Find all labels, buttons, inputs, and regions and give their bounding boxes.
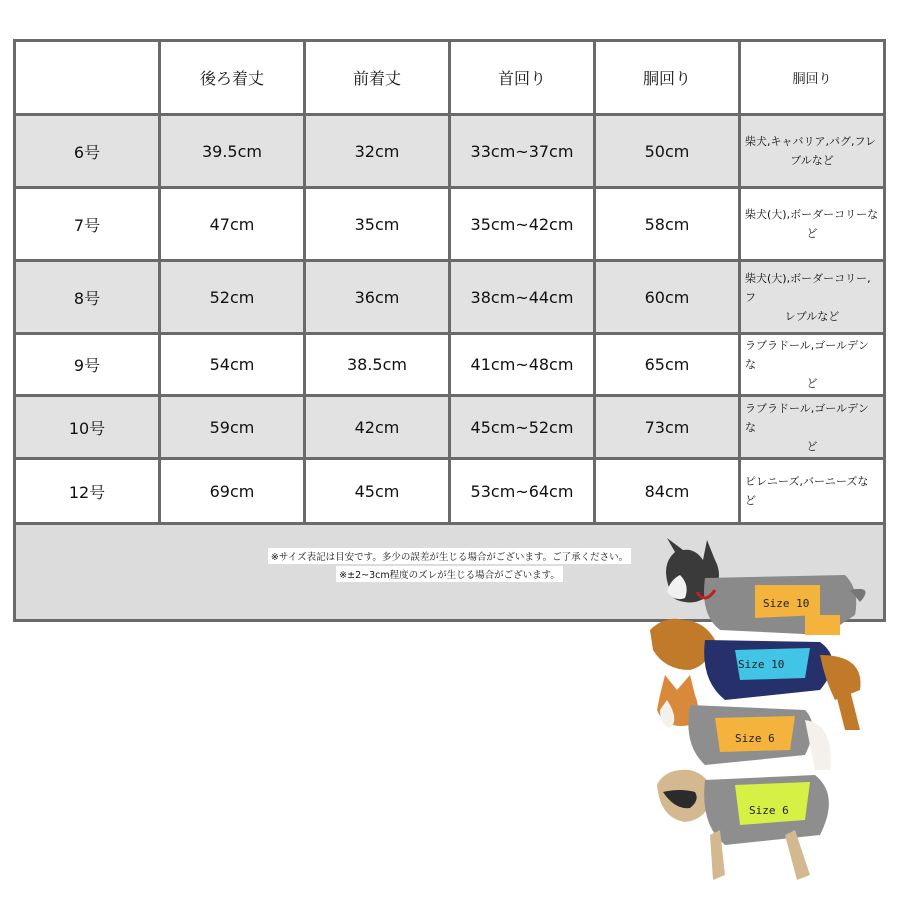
- neck-cell: 38cm~44cm: [451, 262, 593, 332]
- breeds-cell: [741, 189, 883, 259]
- breeds-line-2: ど: [806, 377, 818, 390]
- back-length-cell: 47cm: [161, 189, 303, 259]
- back-length-cell: 59cm: [161, 397, 303, 457]
- back-length-cell: 39.5cm: [161, 116, 303, 186]
- breeds-cell: [741, 262, 883, 332]
- back-length-cell: 54cm: [161, 335, 303, 394]
- header-chest: 胴回り: [596, 42, 738, 113]
- front-length-cell: 38.5cm: [306, 335, 448, 394]
- chest-cell: 65cm: [596, 335, 738, 394]
- breeds-line-1: ピレニーズ,バーニーズなど: [745, 475, 869, 507]
- breeds-line-2: ブルなど: [790, 154, 834, 167]
- dog-label-4: Size 6: [749, 804, 789, 817]
- pug-dog-illustration: [657, 770, 829, 880]
- breeds-cell: [741, 460, 883, 522]
- front-length-cell: 42cm: [306, 397, 448, 457]
- breeds-line-1: ラブラドール,ゴールデンな: [745, 339, 869, 371]
- size-cell: 7号: [16, 189, 158, 259]
- neck-cell: 33cm~37cm: [451, 116, 593, 186]
- size-cell: 10号: [16, 397, 158, 457]
- husky-dog-illustration: [666, 538, 866, 635]
- table-row: [13, 397, 886, 457]
- breeds-line-1: 柴犬(大),ボーダーコリーな: [745, 208, 879, 221]
- front-length-cell: 32cm: [306, 116, 448, 186]
- front-length-cell: 45cm: [306, 460, 448, 522]
- front-length-cell: 35cm: [306, 189, 448, 259]
- neck-cell: 41cm~48cm: [451, 335, 593, 394]
- breeds-cell: [741, 116, 883, 186]
- dogs-photo: [645, 530, 900, 900]
- chest-cell: 73cm: [596, 397, 738, 457]
- header-breeds: 胴回り: [741, 42, 883, 113]
- chest-cell: 50cm: [596, 116, 738, 186]
- breeds-line-1: 柴犬(大),ボーダーコリー,フ: [745, 271, 871, 304]
- breeds-line-1: 柴犬,キャバリア,パグ,フレ: [745, 135, 877, 148]
- neck-cell: 35cm~42cm: [451, 189, 593, 259]
- chest-cell: 58cm: [596, 189, 738, 259]
- table-row: [13, 460, 886, 522]
- header-cell-empty: [16, 42, 158, 113]
- back-length-cell: 52cm: [161, 262, 303, 332]
- dog-label-3: Size 6: [735, 732, 775, 745]
- header-front-length: 前着丈: [306, 42, 448, 113]
- breeds-line-2: レブルなど: [784, 309, 840, 323]
- size-cell: 8号: [16, 262, 158, 332]
- dog-label-1: Size 10: [763, 597, 810, 610]
- size-cell: 9号: [16, 335, 158, 394]
- header-row: [13, 42, 886, 113]
- chest-cell: 84cm: [596, 460, 738, 522]
- breeds-line-1: ラブラドール,ゴールデンな: [745, 401, 869, 434]
- front-length-cell: 36cm: [306, 262, 448, 332]
- breeds-line-2: ど: [806, 439, 818, 453]
- back-length-cell: 69cm: [161, 460, 303, 522]
- note-line-2: ※±2~3cm程度のズレが生じる場合がございます。: [336, 566, 563, 582]
- table-row: [13, 116, 886, 186]
- neck-cell: 45cm~52cm: [451, 397, 593, 457]
- neck-cell: 53cm~64cm: [451, 460, 593, 522]
- header-neck: 首回り: [451, 42, 593, 113]
- breeds-cell: [741, 397, 883, 457]
- header-back-length: 後ろ着丈: [161, 42, 303, 113]
- breeds-cell: [741, 335, 883, 394]
- dog-label-2: Size 10: [738, 658, 785, 671]
- table-row: [13, 189, 886, 259]
- note-line-1: ※サイズ表記は目安です。多少の誤差が生じる場合がございます。ご了承ください。: [268, 548, 631, 564]
- size-cell: 6号: [16, 116, 158, 186]
- size-cell: 12号: [16, 460, 158, 522]
- table-row: [13, 262, 886, 332]
- table-row: [13, 335, 886, 394]
- chest-cell: 60cm: [596, 262, 738, 332]
- breeds-line-2: ど: [806, 227, 818, 240]
